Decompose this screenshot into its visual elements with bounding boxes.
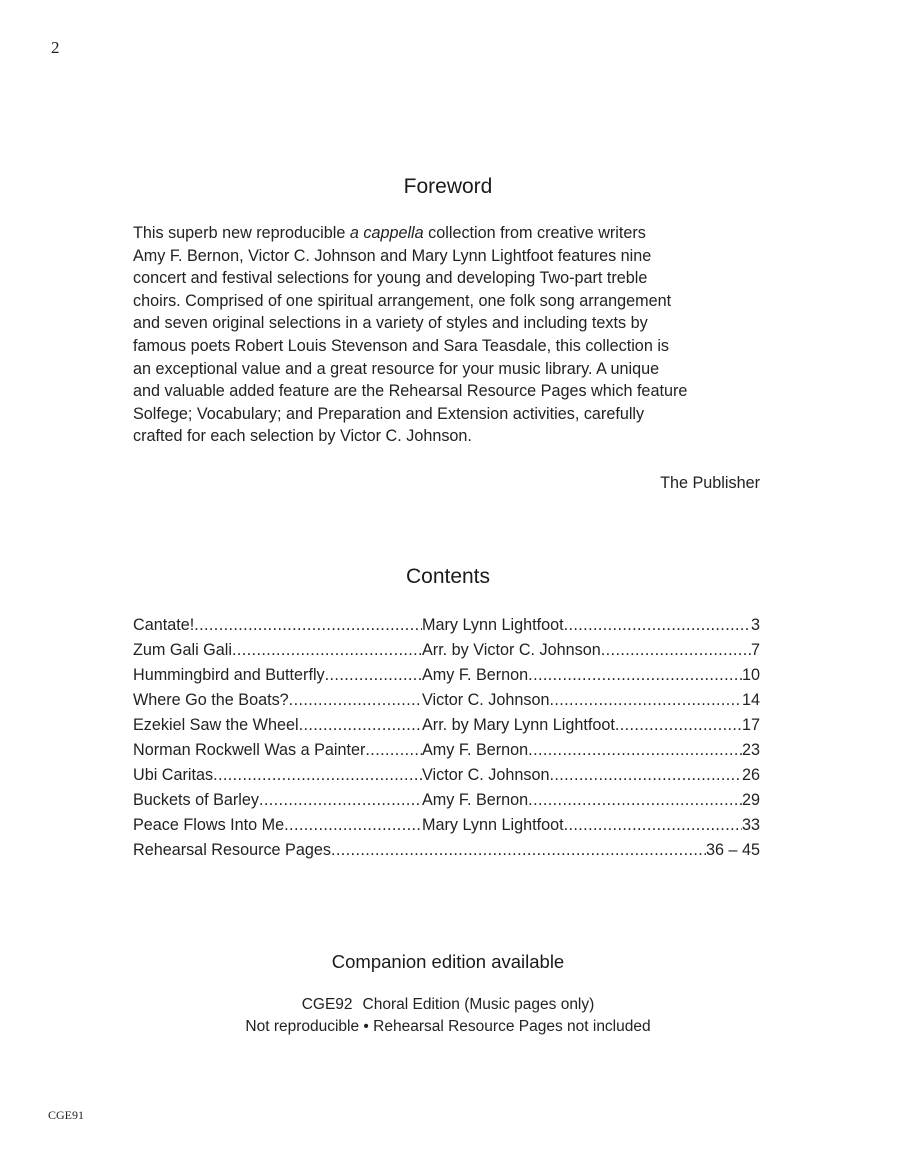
page-number: 2	[51, 38, 60, 57]
companion-code: CGE92	[301, 996, 353, 1013]
toc-entry	[133, 614, 760, 639]
toc-entry	[133, 764, 760, 789]
foreword-title: Foreword	[403, 175, 493, 198]
toc-entry-page: 36 – 45	[705, 841, 760, 859]
toc-entry	[133, 839, 760, 864]
toc-entry-page: 29	[741, 791, 760, 809]
toc-entry-title: Ubi Caritas	[133, 766, 214, 784]
foreword-line: and seven original selections in a variety of styles and including texts by	[133, 314, 648, 333]
toc-entry-title: Rehearsal Resource Pages	[133, 841, 331, 859]
toc-entry-title: Cantate!	[133, 616, 195, 634]
leader-dots	[601, 639, 751, 661]
toc-entry-page: 33	[741, 816, 760, 834]
companion-description: Choral Edition (Music pages only)	[362, 996, 595, 1013]
leader-dots	[528, 789, 742, 811]
leader-dots	[194, 614, 422, 636]
foreword-line: choirs. Comprised of one spiritual arrangement, one folk song arrangement	[133, 291, 672, 310]
foreword-line: Solfege; Vocabulary; and Preparation and Extension activities, carefully	[133, 404, 645, 423]
contents-title: Contents	[405, 565, 491, 588]
leader-dots	[325, 664, 422, 686]
foreword-signature: The Publisher	[660, 474, 760, 492]
foreword-line: and valuable added feature are the Rehearsal Resource Pages which feature	[133, 382, 688, 401]
toc-entry-author: Amy F. Bernon	[422, 666, 529, 684]
toc-entry-title: Zum Gali Gali	[133, 641, 232, 659]
leader-dots	[564, 614, 751, 636]
leader-dots	[299, 714, 422, 736]
toc-entry	[133, 689, 760, 714]
leader-dots	[528, 664, 742, 686]
toc-entry	[133, 664, 760, 689]
table-of-contents	[133, 614, 760, 864]
toc-entry-title: Buckets of Barley	[133, 791, 259, 809]
toc-entry-author: Arr. by Victor C. Johnson	[422, 641, 601, 659]
leader-dots	[331, 839, 706, 861]
toc-entry-page: 26	[741, 766, 760, 784]
toc-entry	[133, 639, 760, 664]
toc-entry-author: Arr. by Mary Lynn Lightfoot	[422, 716, 615, 734]
toc-entry-author: Mary Lynn Lightfoot	[422, 616, 564, 634]
toc-entry-title: Peace Flows Into Me	[133, 816, 285, 834]
foreword-body	[133, 222, 773, 448]
companion-edition-line	[0, 996, 896, 1014]
companion-note: Not reproducible • Rehearsal Resource Pages not included	[245, 1018, 651, 1035]
toc-entry-title: Where Go the Boats?	[133, 691, 289, 709]
leader-dots	[365, 739, 422, 761]
toc-entry-author: Victor C. Johnson	[422, 766, 550, 784]
leader-dots	[564, 814, 742, 836]
toc-entry	[133, 739, 760, 764]
leader-dots	[259, 789, 422, 811]
foreword-line: This superb new reproducible a cappella collection from creative writers	[133, 224, 646, 242]
toc-entry-page: 17	[741, 716, 760, 734]
toc-entry-author: Amy F. Bernon	[422, 791, 529, 809]
toc-entry-page: 14	[741, 691, 760, 709]
toc-entry-page: 7	[750, 641, 760, 659]
leader-dots	[615, 714, 742, 736]
toc-entry	[133, 714, 760, 739]
foreword-line: an exceptional value and a great resource for your music library. A unique	[133, 359, 660, 378]
toc-entry-page: 3	[750, 616, 760, 634]
foreword-line: crafted for each selection by Victor C. Johnson.	[133, 427, 472, 446]
toc-entry-author: Victor C. Johnson	[422, 691, 550, 709]
leader-dots	[213, 764, 422, 786]
toc-entry	[133, 814, 760, 839]
toc-entry-title: Norman Rockwell Was a Painter	[133, 741, 366, 759]
toc-entry-author: Mary Lynn Lightfoot	[422, 816, 564, 834]
leader-dots	[289, 689, 422, 711]
catalog-code: CGE91	[48, 1108, 84, 1122]
leader-dots	[549, 764, 742, 786]
leader-dots	[549, 689, 742, 711]
companion-title: Companion edition available	[331, 951, 565, 972]
toc-entry-page: 23	[741, 741, 760, 759]
foreword-line: Amy F. Bernon, Victor C. Johnson and Mary Lynn Lightfoot features nine	[133, 246, 652, 265]
foreword-line: famous poets Robert Louis Stevenson and Sara Teasdale, this collection is	[133, 336, 670, 355]
toc-entry-title: Hummingbird and Butterfly	[133, 666, 325, 684]
toc-entry-page: 10	[741, 666, 760, 684]
toc-entry-author: Amy F. Bernon	[422, 741, 529, 759]
leader-dots	[284, 814, 422, 836]
foreword-line: concert and festival selections for young and developing Two-part treble	[133, 269, 648, 288]
leader-dots	[232, 639, 422, 661]
leader-dots	[528, 739, 742, 761]
toc-entry	[133, 789, 760, 814]
toc-entry-title: Ezekiel Saw the Wheel	[133, 716, 299, 734]
